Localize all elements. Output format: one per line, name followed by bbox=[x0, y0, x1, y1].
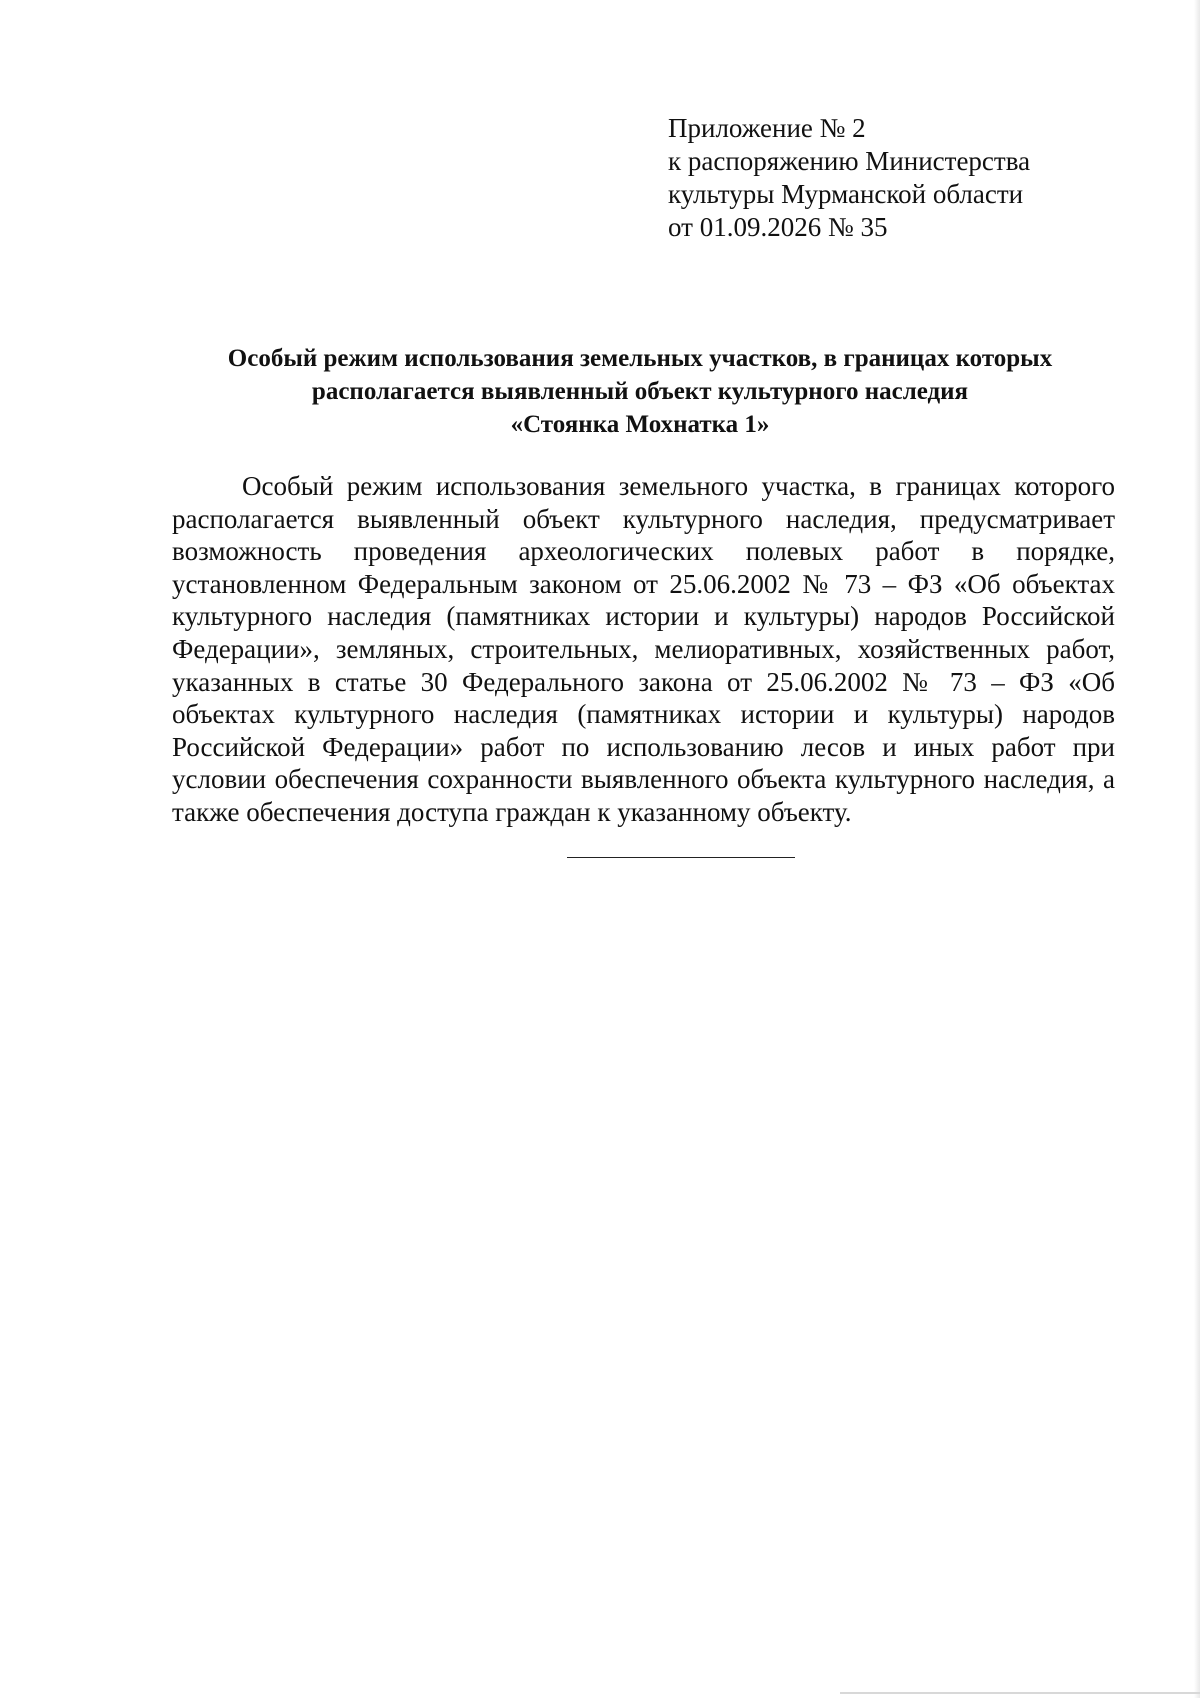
appendix-ministry: культуры Мурманской области bbox=[668, 179, 1024, 209]
document-title-line-2: располагается выявленный объект культурного наследия bbox=[311, 378, 969, 405]
appendix-number: Приложение № 2 bbox=[668, 113, 866, 143]
end-divider bbox=[567, 857, 795, 858]
document-title-line-1: Особый режим использования земельных участков, в границах которых bbox=[227, 345, 1053, 372]
body-paragraph: Особый режим использования земельного участка, в границах которого располагается выявленный объект культурного наследия, предусматривает возможность проведения археологических полевых работ в порядке, установленном Федеральным законом от 25.06.2002 № 73 – ФЗ «Об объектах культурного наследия (памятниках истории и культуры) народов Российской Федерации», земляных, строительных, мелиоративных, хозяйственных работ, указанных в статье 30 Федерального закона от 25.06.2002 № 73 – ФЗ «Об объектах культурного наследия (памятниках истории и культуры) народов Российской Федерации» работ по использованию лесов и иных работ при условии обеспечения сохранности выявленного объекта культурного наследия, а также обеспечения доступа граждан к указанному объекту. bbox=[172, 471, 1115, 827]
appendix-header bbox=[668, 112, 1030, 244]
document-title-line-3: «Стоянка Мохнатка 1» bbox=[510, 411, 770, 438]
scan-edge-shadow bbox=[1194, 0, 1200, 1698]
document-title bbox=[160, 342, 1120, 441]
appendix-reference: к распоряжению Министерства bbox=[668, 146, 1031, 176]
appendix-date-number: от 01.09.2026 № 35 bbox=[668, 212, 888, 242]
scan-bottom-shadow bbox=[840, 1692, 1200, 1694]
